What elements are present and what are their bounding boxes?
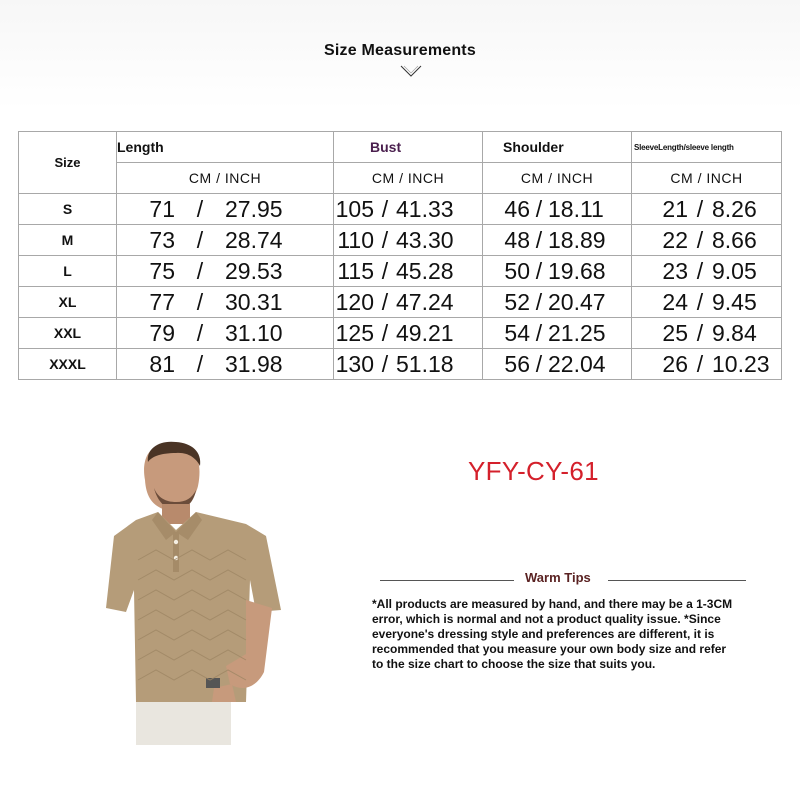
bust-cell [334,194,483,225]
shoulder-cell [483,194,632,225]
cm-value: 71 [149,195,175,222]
cm-value: 26 [662,350,688,377]
sleeve-length-cell [632,349,782,380]
length-cell [117,256,334,287]
inch-value: 51.18 [396,350,454,377]
separator: / [696,350,704,377]
cm-value: 21 [662,195,688,222]
unit-label: CM / INCH [334,163,483,194]
chevron-down-icon [400,64,422,78]
inch-value: 20.47 [548,288,606,315]
inch-value: 43.30 [396,226,454,253]
separator: / [696,288,704,315]
separator: / [196,319,204,346]
bust-cell [334,225,483,256]
length-column-header: Length [117,132,334,163]
cm-value: 110 [337,226,374,253]
separator: / [381,288,389,315]
cm-value: 120 [335,288,374,315]
table-row [19,256,782,287]
tips-line: to the size chart to choose the size that suits you. [372,657,656,671]
inch-value: 9.05 [712,257,757,284]
tips-divider-left [380,580,514,581]
separator: / [381,257,389,284]
separator: / [381,319,389,346]
separator: / [196,226,204,253]
separator: / [696,226,704,253]
separator: / [696,319,704,346]
inch-value: 49.21 [396,319,454,346]
bust-cell [334,287,483,318]
length-cell [117,287,334,318]
table-header-row [19,132,782,163]
bust-cell [334,349,483,380]
unit-label: CM / INCH [632,163,782,194]
inch-value: 28.74 [225,226,283,253]
tips-line: recommended that you measure your own body size and refer [372,642,727,656]
inch-value: 27.95 [225,195,283,222]
inch-value: 41.33 [396,195,454,222]
separator: / [535,195,543,222]
separator: / [535,319,543,346]
cm-value: 24 [662,288,688,315]
cm-value: 25 [662,319,688,346]
unit-label: CM / INCH [483,163,632,194]
inch-value: 18.11 [548,195,604,222]
length-cell [117,194,334,225]
shoulder-cell [483,318,632,349]
bust-column-header: Bust [334,132,483,163]
cm-value: 81 [149,350,175,377]
tips-line: error, which is normal and not a product quality issue. *Since [372,612,721,626]
separator: / [696,195,704,222]
size-chart-table [18,131,782,380]
tips-line: everyone's dressing style and preferences are different, it is [372,627,715,641]
table-row [19,225,782,256]
cm-value: 46 [504,195,530,222]
cm-value: 50 [504,257,530,284]
cm-value: 23 [662,257,688,284]
sleeve-length-column-header: SleeveLength/sleeve length [632,132,782,163]
inch-value: 30.31 [225,288,283,315]
cm-value: 73 [149,226,175,253]
sleeve-length-cell [632,256,782,287]
separator: / [535,226,543,253]
size-label: M [19,225,117,256]
inch-value: 8.26 [712,195,757,222]
sleeve-length-cell [632,194,782,225]
sleeve-length-cell [632,225,782,256]
shoulder-column-header: Shoulder [483,132,632,163]
size-column-header: Size [19,132,117,194]
inch-value: 8.66 [712,226,757,253]
cm-value: 54 [504,319,530,346]
sleeve-length-cell [632,287,782,318]
separator: / [381,226,389,253]
separator: / [696,257,704,284]
cm-value: 77 [149,288,175,315]
inch-value: 19.68 [548,257,606,284]
table-row [19,287,782,318]
inch-value: 45.28 [396,257,454,284]
size-label: XL [19,287,117,318]
cm-value: 130 [335,350,374,377]
inch-value: 9.45 [712,288,757,315]
separator: / [196,288,204,315]
size-label: XXL [19,318,117,349]
tips-line: *All products are measured by hand, and there may be a 1-3CM [372,597,733,611]
inch-value: 31.98 [225,350,283,377]
separator: / [196,350,204,377]
cm-value: 75 [149,257,175,284]
table-row [19,194,782,225]
size-label: S [19,194,117,225]
shoulder-cell [483,225,632,256]
inch-value: 21.25 [548,319,606,346]
cm-value: 79 [149,319,175,346]
separator: / [196,195,204,222]
cm-value: 105 [335,195,374,222]
page-title: Size Measurements [324,42,476,59]
unit-label: CM / INCH [117,163,334,194]
cm-value: 48 [504,226,530,253]
length-cell [117,318,334,349]
shoulder-cell [483,256,632,287]
warm-tips-title: Warm Tips [525,570,591,585]
cm-value: 56 [504,350,530,377]
inch-value: 9.84 [712,319,757,346]
cm-value: 52 [504,288,530,315]
warm-tips-text [372,597,782,672]
cm-value: 115 [337,257,374,284]
bust-cell [334,318,483,349]
inch-value: 31.10 [225,319,283,346]
inch-value: 18.89 [548,226,606,253]
length-cell [117,349,334,380]
inch-value: 47.24 [396,288,454,315]
table-row [19,349,782,380]
table-row [19,318,782,349]
inch-value: 10.23 [712,350,770,377]
product-code: YFY-CY-61 [468,456,599,486]
shoulder-cell [483,349,632,380]
sleeve-length-cell [632,318,782,349]
unit-header-row [19,163,782,194]
inch-value: 29.53 [225,257,283,284]
inch-value: 22.04 [548,350,606,377]
bust-cell [334,256,483,287]
separator: / [535,350,543,377]
cm-value: 125 [335,319,374,346]
size-label: L [19,256,117,287]
product-photo [96,440,306,745]
shoulder-cell [483,287,632,318]
length-cell [117,225,334,256]
size-label: XXXL [19,349,117,380]
separator: / [381,350,389,377]
separator: / [196,257,204,284]
separator: / [381,195,389,222]
tips-divider-right [608,580,746,581]
cm-value: 22 [662,226,688,253]
separator: / [535,288,543,315]
separator: / [535,257,543,284]
